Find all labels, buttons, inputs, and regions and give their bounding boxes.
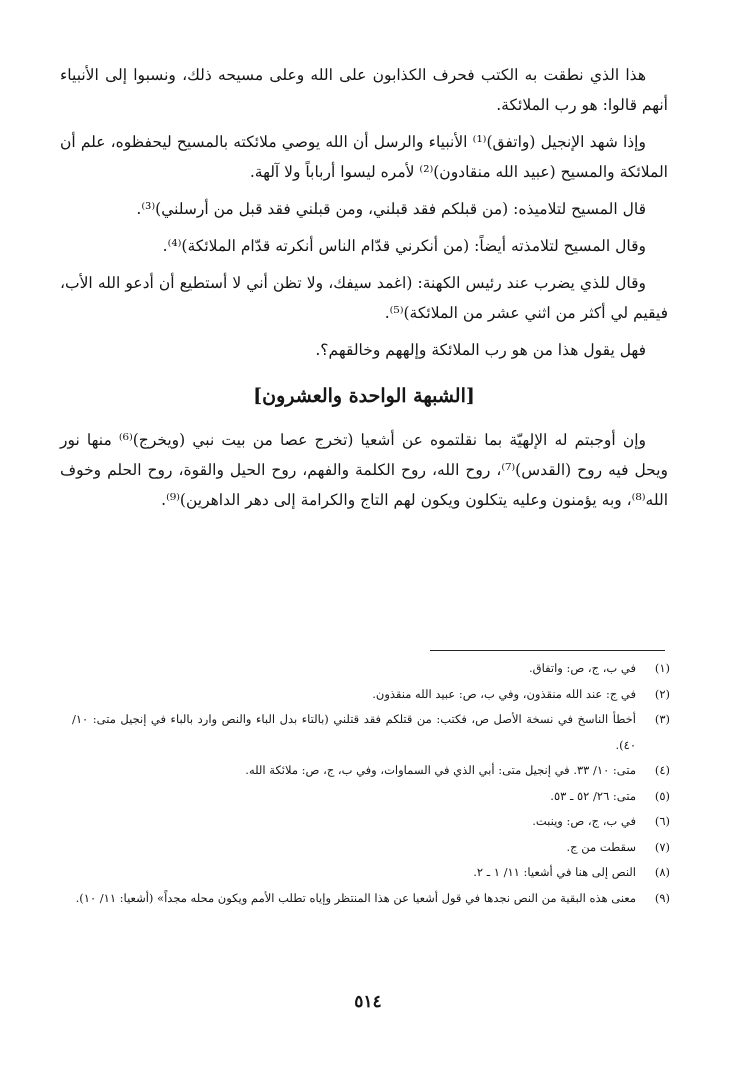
paragraph: قال المسيح لتلاميذه: (من قبلكم فقد قبلني، ومن قبلني فقد قبل من أرسلني)⁽³⁾. <box>136 200 646 218</box>
footnote-item <box>72 835 670 861</box>
footnote-number: (٥) <box>654 788 670 803</box>
paragraph: وقال للذي يضرب عند رئيس الكهنة: (اغمد سيفك، ولا تظن أني لا أستطيع أن أدعو الله الأب، فيقيم لي أكثر من اثني عشر من الملائكة)⁽⁵⁾. <box>60 274 668 322</box>
footnote-text: معنى هذه البقية من النص نجدها في قول أشعيا عن هذا المنتظر وإياه تطلب الأمم ويكون محله مجداً» (أشعيا: ١١/ ١٠). <box>75 890 636 905</box>
footnote-item <box>72 758 670 784</box>
footnote-number: (٧) <box>654 839 670 854</box>
footnote-item <box>72 809 670 835</box>
footnote-text: النص إلى هنا في أشعيا: ١١/ ١ ـ ٢. <box>473 865 636 879</box>
footnote-item <box>72 886 670 912</box>
footnote-text: متى: ٢٦/ ٥٢ ـ ٥٣. <box>550 788 636 803</box>
footnote-text: سقطت من ج. <box>566 839 636 854</box>
page-number: ٥١٤ <box>354 992 382 1012</box>
paragraph: وإن أوجبتم له الإلهيّة بما نقلتموه عن أشعيا (تخرج عصا من بيت نبي (ويخرج)⁽⁶⁾ منها نور ويحل فيه روح (القدس)⁽⁷⁾، روح الله، روح الكلمة والفهم، روح الحيل والقوة، روح الحلم وخوف الله⁽⁸⁾، وبه يؤمنون وعليه يتكلون ويكون لهم التاج والكرامة إلى دهر الداهرين)⁽⁹⁾. <box>60 431 668 509</box>
footnote-item <box>72 707 670 758</box>
footnote-text: في ب، ج، ص: واتفاق. <box>528 661 636 675</box>
footnote-number: (٨) <box>654 865 670 879</box>
footnote-number: (١) <box>654 661 670 675</box>
paragraph: وإذا شهد الإنجيل (واتفق)⁽¹⁾ الأنبياء والرسل أن الله يوصي ملائكته بالمسيح ليحفظوه، علم أن الملائكة والمسيح (عبيد الله منقادون)⁽²⁾ لأمره ليسوا أرباباً ولا آلهة. <box>60 133 668 181</box>
footnote-text: متى: ١٠/ ٣٣. في إنجيل متى: أبي الذي في السماوات، وفي ب، ج، ص: ملائكة الله. <box>245 763 636 777</box>
footnote-number: (٤) <box>654 763 670 777</box>
footnote-divider <box>430 650 665 651</box>
footnote-number: (٣) <box>654 712 670 726</box>
paragraph: هذا الذي نطقت به الكتب فحرف الكذابون على الله وعلى مسيحه ذلك، ونسبوا إلى الأنبياء أنهم قالوا: هو رب الملائكة. <box>60 66 668 114</box>
footnote-item <box>72 784 670 810</box>
footnote-number: (٦) <box>654 814 670 828</box>
footnote-item <box>72 860 670 886</box>
paragraph: وقال المسيح لتلامذته أيضاً: (من أنكرني قدّام الناس أنكرته قدّام الملائكة)⁽⁴⁾. <box>162 237 646 255</box>
paragraph: فهل يقول هذا من هو رب الملائكة وإلههم وخالقهم؟. <box>315 341 646 359</box>
section-heading: [الشبهة الواحدة والعشرون] <box>253 385 475 407</box>
footnote-text: في ج: عند الله منقذون، وفي ب، ص: عبيد الله منقذون. <box>372 686 636 701</box>
footnote-number: (٩) <box>654 890 670 905</box>
main-text <box>60 60 668 522</box>
footnotes-list <box>72 656 670 911</box>
footnote-item <box>72 656 670 682</box>
footnote-number: (٢) <box>654 686 670 701</box>
footnote-item <box>72 682 670 708</box>
footnote-text: في ب، ج، ص: وينبت. <box>532 814 636 828</box>
footnote-text: أخطأ الناسخ في نسخة الأصل ص، فكتب: من قتلكم فقد قتلني (بالتاء بدل الباء والنص وارد بالباء في إنجيل متى: ١٠/ ٤٠). <box>72 712 636 752</box>
